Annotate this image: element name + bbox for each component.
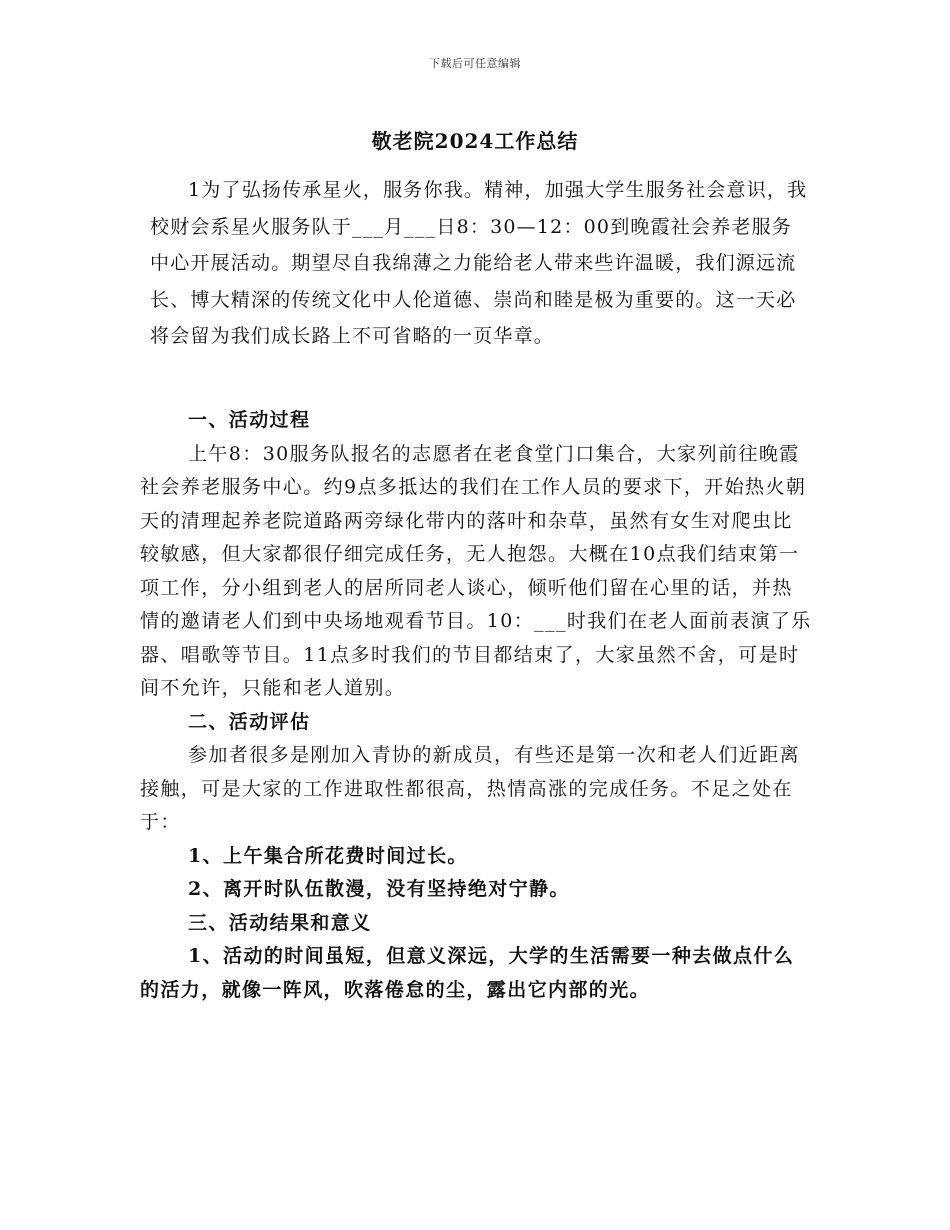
results-item-1: 1、活动的时间虽短，但意义深远，大学的生活需要一种去做点什么的活力，就像一阵风，吹落倦怠的尘，露出它内部的光。 (140, 945, 795, 1001)
header-note: 下载后可任意编辑 (429, 57, 521, 70)
intro-paragraph: 1为了弘扬传承星火，服务你我。精神，加强大学生服务社会意识，我校财会系星火服务队于___月___日8：30—12：00到晚霞社会养老服务中心开展活动。期望尽自我绵薄之力能给老人带来些许温暖，我们源远流长、博大精深的传统文化中人伦道德、崇尚和睦是极为重要的。这一天必将会留为我们成长路上不可省略的一页华章。 (150, 179, 808, 347)
section-text-process: 上午8：30服务队报名的志愿者在老食堂门口集合，大家列前往晚霞社会养老服务中心。约9点多抵达的我们在工作人员的要求下，开始热火朝天的清理起养老院道路两旁绿化带内的落叶和杂草，虽然有女生对爬虫比较敏感，但大家都很仔细完成任务，无人抱怨。大概在10点我们结束第一项工作，分小组到老人的居所同老人谈心，倾听他们留在心里的话，并热情的邀请老人们到中央场地观看节目。10：___时我们在老人面前表演了乐器、唱歌等节目。11点多时我们的节目都结束了，大家虽然不舍，可是时间不允许，只能和老人道别。 (140, 442, 812, 699)
evaluation-item-1: 1、上午集合所花费时间过长。 (188, 844, 468, 867)
section-text-evaluation: 参加者很多是刚加入青协的新成员，有些还是第一次和老人们近距离接触，可是大家的工作进取性都很高，热情高涨的完成任务。不足之处在于： (140, 744, 801, 833)
evaluation-item-2: 2、离开时队伍散漫，没有坚持绝对宁静。 (188, 878, 570, 900)
section-heading-process: 一、活动过程 (188, 409, 311, 431)
document-body (140, 404, 812, 1007)
page-title: 敬老院2024工作总结 (371, 129, 579, 153)
section-heading-evaluation: 二、活动评估 (188, 710, 311, 733)
section-heading-results: 三、活动结果和意义 (188, 911, 372, 934)
